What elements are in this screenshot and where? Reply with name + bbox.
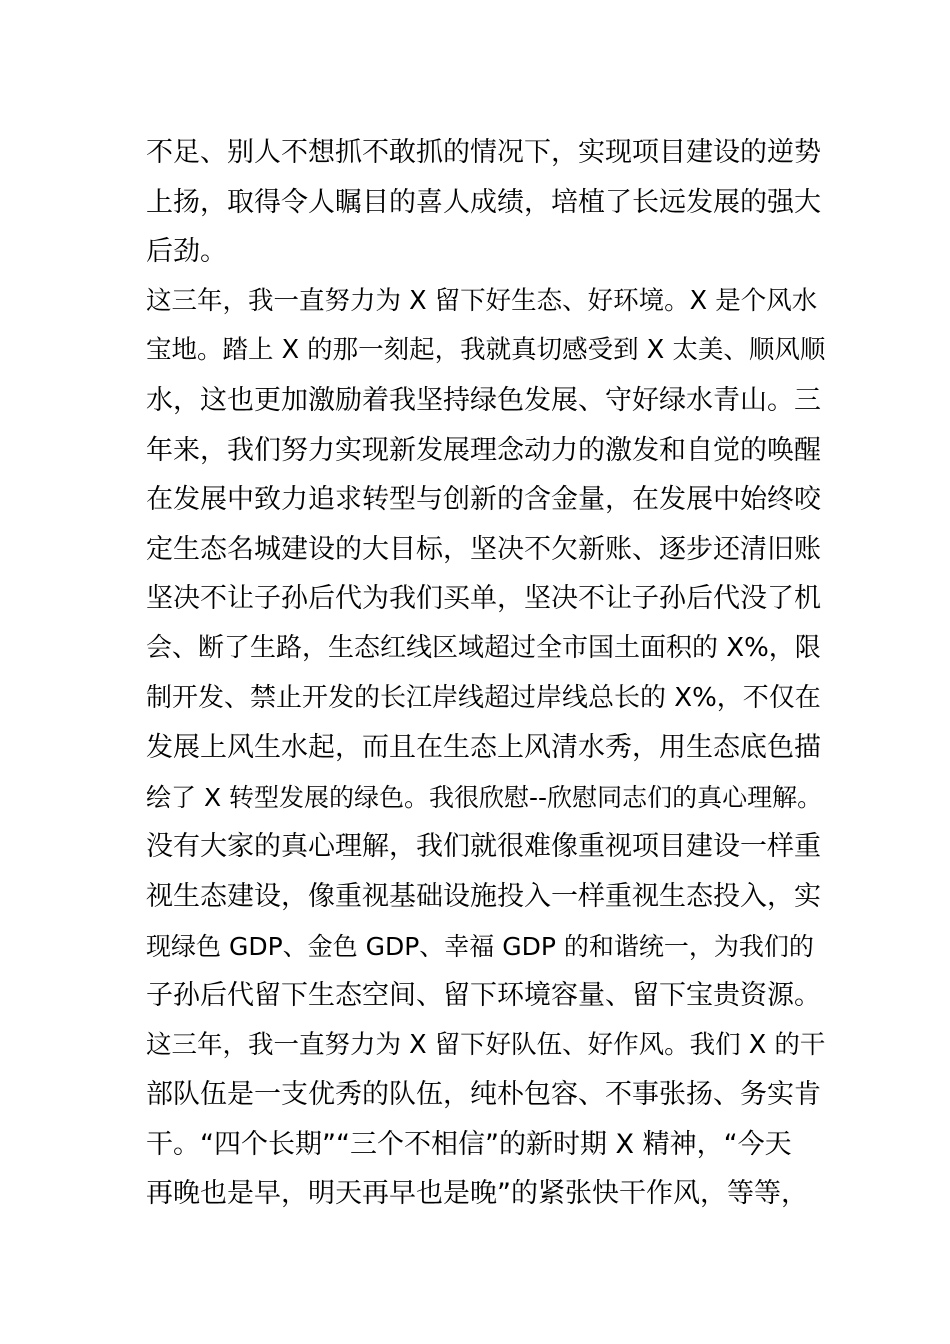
text-line: 发展上风生水起，而且在生态上风清水秀，用生态底色描 <box>146 732 821 764</box>
text-line: 后劲。 <box>146 236 227 268</box>
text-line: 部队伍是一支优秀的队伍，纯朴包容、不事张扬、务实肯 <box>146 1079 821 1111</box>
text-line: 会、断了生路，生态红线区域超过全市国土面积的 X%，限 <box>146 632 821 663</box>
text-line: 在发展中致力追求转型与创新的含金量，在发展中始终咬 <box>146 484 821 516</box>
text-line: 没有大家的真心理解，我们就很难像重视项目建设一样重 <box>146 831 821 863</box>
text-line: 不足、别人不想抓不敢抓的情况下，实现项目建设的逆势 <box>146 137 821 168</box>
text-line: 制开发、禁止开发的长江岸线超过岸线总长的 X%，不仅在 <box>146 682 821 713</box>
text-line: 定生态名城建设的大目标，坚决不欠新账、逐步还清旧账 <box>146 533 821 565</box>
text-line: 宝地。踏上 X 的那一刻起，我就真切感受到 X 太美、顺风顺 <box>146 335 826 366</box>
text-line: 子孙后代留下生态空间、留下环境容量、留下宝贵资源。 <box>146 980 821 1012</box>
text-line: 坚决不让子孙后代为我们买单，坚决不让子孙后代没了机 <box>146 583 821 615</box>
text-line: 绘了 X 转型发展的绿色。我很欣慰--欣慰同志们的真心理解。 <box>146 782 823 812</box>
text-line: 这三年，我一直努力为 X 留下好生态、好环境。X 是个风水 <box>146 285 818 316</box>
text-line: 干。“四个长期”“三个不相信”的新时期 X 精神，“今天 <box>146 1128 792 1160</box>
text-line: 年来，我们努力实现新发展理念动力的激发和自觉的唤醒 <box>146 434 821 466</box>
text-line: 上扬，取得令人瞩目的喜人成绩，培植了长远发展的强大 <box>146 186 821 218</box>
body-text <box>146 128 826 1219</box>
text-line: 水，这也更加激励着我坚持绿色发展、守好绿水青山。三 <box>146 384 821 416</box>
text-line: 视生态建设，像重视基础设施投入一样重视生态投入，实 <box>146 880 821 912</box>
text-line: 现绿色 GDP、金色 GDP、幸福 GDP 的和谐统一，为我们的 <box>146 931 814 961</box>
text-line: 再晚也是早，明天再早也是晚”的紧张快干作风，等等， <box>146 1178 808 1210</box>
text-line: 这三年，我一直努力为 X 留下好队伍、好作风。我们 X 的干 <box>146 1029 826 1060</box>
